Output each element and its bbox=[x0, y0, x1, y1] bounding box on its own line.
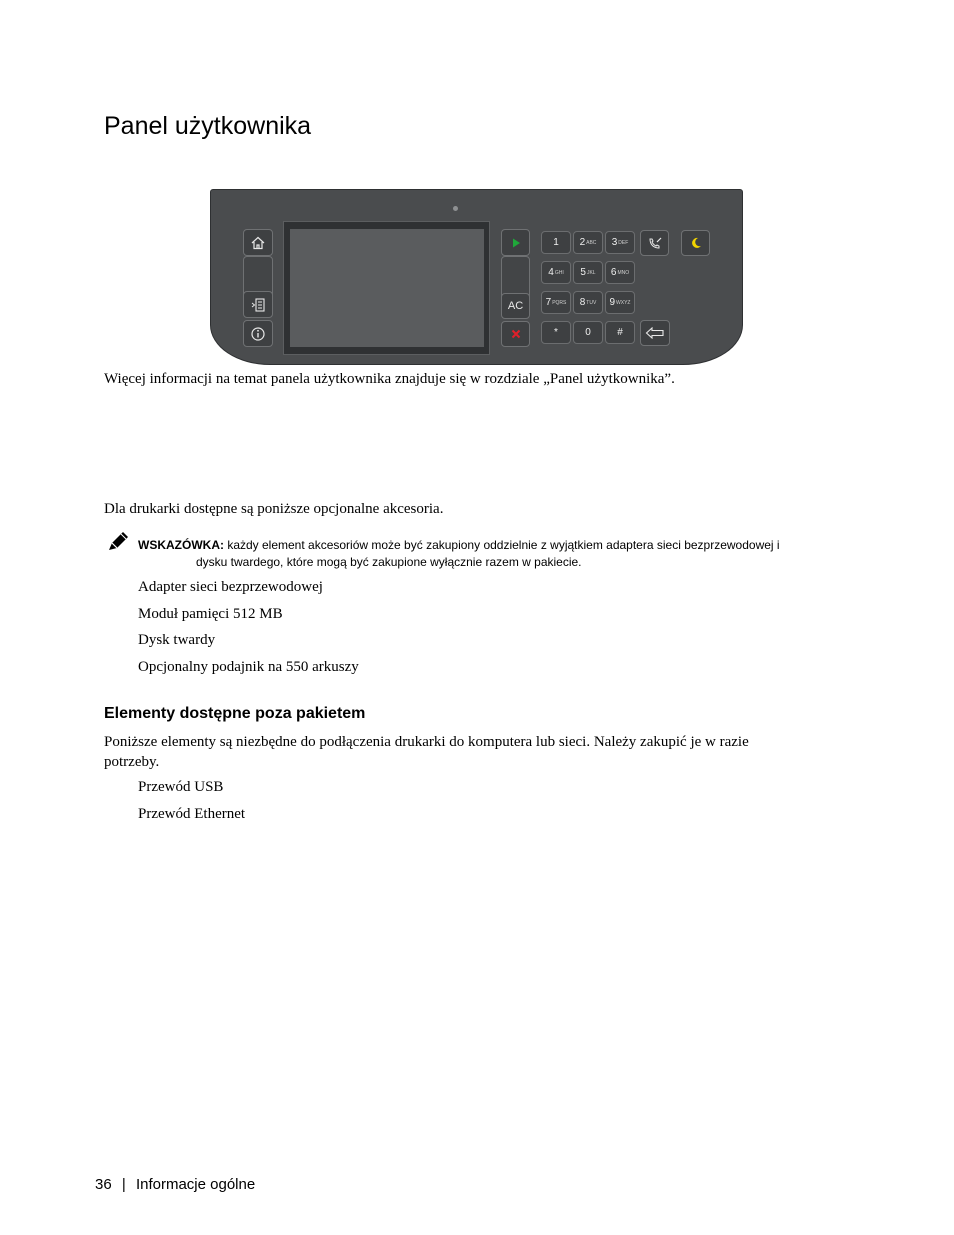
sleep-button[interactable] bbox=[681, 230, 710, 256]
keypad-key[interactable] bbox=[605, 231, 635, 254]
sleep-icon bbox=[689, 236, 703, 250]
page-title: Panel użytkownika bbox=[104, 112, 312, 140]
keypad-key-letters: PQRS bbox=[552, 299, 567, 306]
keypad-key[interactable] bbox=[541, 231, 571, 254]
note-text: każdy element akcesoriów może być zakupiony oddzielnie z wyjątkiem adaptera sieci bezprzewodowej i bbox=[223, 538, 780, 552]
list-item: Przewód Ethernet bbox=[138, 806, 246, 822]
info-button[interactable] bbox=[243, 320, 273, 347]
page-footer bbox=[95, 1176, 255, 1193]
keypad-key-digit: 1 bbox=[553, 237, 559, 248]
home-button[interactable] bbox=[243, 229, 273, 256]
keypad-key-digit: 0 bbox=[585, 327, 591, 338]
numeric-keypad bbox=[541, 231, 637, 347]
keypad-key-digit: # bbox=[617, 327, 623, 338]
start-button[interactable] bbox=[501, 229, 530, 256]
status-led bbox=[453, 206, 458, 211]
keypad-key[interactable] bbox=[541, 321, 571, 344]
page-number: 36 bbox=[95, 1176, 112, 1193]
note-label: WSKAZÓWKA: bbox=[138, 538, 224, 552]
note-pencil-icon bbox=[108, 531, 130, 551]
note bbox=[138, 537, 838, 571]
keypad-key-digit: 2 bbox=[579, 237, 586, 248]
keypad-key[interactable] bbox=[573, 291, 603, 314]
list-item: Opcjonalny podajnik na 550 arkuszy bbox=[138, 659, 359, 675]
keypad-key-letters: JKL bbox=[586, 269, 596, 276]
keypad-key-letters: MNO bbox=[617, 269, 630, 276]
keypad-key-digit: 8 bbox=[579, 297, 586, 308]
keypad-key-digit: 6 bbox=[610, 267, 617, 278]
section-heading: Elementy dostępne poza pakietem bbox=[104, 705, 366, 722]
extra-intro-line: Poniższe elementy są niezbędne do podłączenia drukarki do komputera lub sieci. Należy zakupić je w razie bbox=[104, 734, 749, 750]
keypad-key-digit: 9 bbox=[609, 297, 616, 308]
note-continuation: dysku twardego, które mogą być zakupione wyłącznie razem w pakiecie. bbox=[196, 555, 582, 569]
keypad-key[interactable] bbox=[573, 321, 603, 344]
stop-icon bbox=[510, 328, 522, 340]
keypad-key[interactable] bbox=[541, 261, 571, 284]
keypad-key-digit: 7 bbox=[545, 297, 552, 308]
info-icon bbox=[250, 326, 266, 342]
keypad-key-letters: ABC bbox=[586, 239, 597, 246]
keypad-key[interactable] bbox=[605, 321, 635, 344]
home-icon bbox=[250, 236, 266, 250]
list-item: Dysk twardy bbox=[138, 632, 216, 648]
keypad-key-letters: GHI bbox=[554, 269, 564, 276]
job-status-button[interactable] bbox=[243, 291, 273, 318]
extra-intro-line: potrzeby. bbox=[104, 754, 160, 770]
accessories-intro: Dla drukarki dostępne są poniższe opcjonalne akcesoria. bbox=[104, 501, 444, 517]
keypad-key[interactable] bbox=[605, 261, 635, 284]
footer-section: Informacje ogólne bbox=[135, 1176, 256, 1193]
clear-all-button[interactable]: AC bbox=[501, 293, 530, 319]
backspace-button[interactable] bbox=[640, 320, 670, 346]
keypad-key-digit: * bbox=[554, 327, 558, 338]
redial-pause-button[interactable] bbox=[640, 230, 669, 256]
keypad-key-digit: 5 bbox=[580, 267, 586, 278]
keypad-key[interactable] bbox=[541, 291, 571, 314]
panel-caption: Więcej informacji na temat panela użytkownika znajduje się w rozdziale „Panel użytkownika”. bbox=[104, 371, 675, 387]
keypad-key-letters: WXYZ bbox=[616, 299, 631, 306]
keypad-key-letters: DEF bbox=[618, 239, 629, 246]
redial-pause-icon bbox=[647, 236, 663, 250]
keypad-key-letters: TUV bbox=[586, 299, 597, 306]
keypad-key[interactable] bbox=[573, 231, 603, 254]
keypad-key[interactable] bbox=[573, 261, 603, 284]
footer-separator: | bbox=[121, 1176, 126, 1193]
keypad-key-digit: 4 bbox=[548, 267, 554, 278]
start-icon bbox=[510, 237, 522, 249]
list-item: Adapter sieci bezprzewodowej bbox=[138, 579, 323, 595]
touch-screen[interactable] bbox=[290, 229, 484, 347]
list-item: Moduł pamięci 512 MB bbox=[138, 606, 283, 622]
keypad-key-digit: 3 bbox=[611, 237, 618, 248]
list-item: Przewód USB bbox=[138, 779, 224, 795]
job-status-icon bbox=[250, 297, 266, 313]
stop-button[interactable] bbox=[501, 321, 530, 347]
keypad-key[interactable] bbox=[605, 291, 635, 314]
backspace-icon bbox=[645, 327, 665, 339]
